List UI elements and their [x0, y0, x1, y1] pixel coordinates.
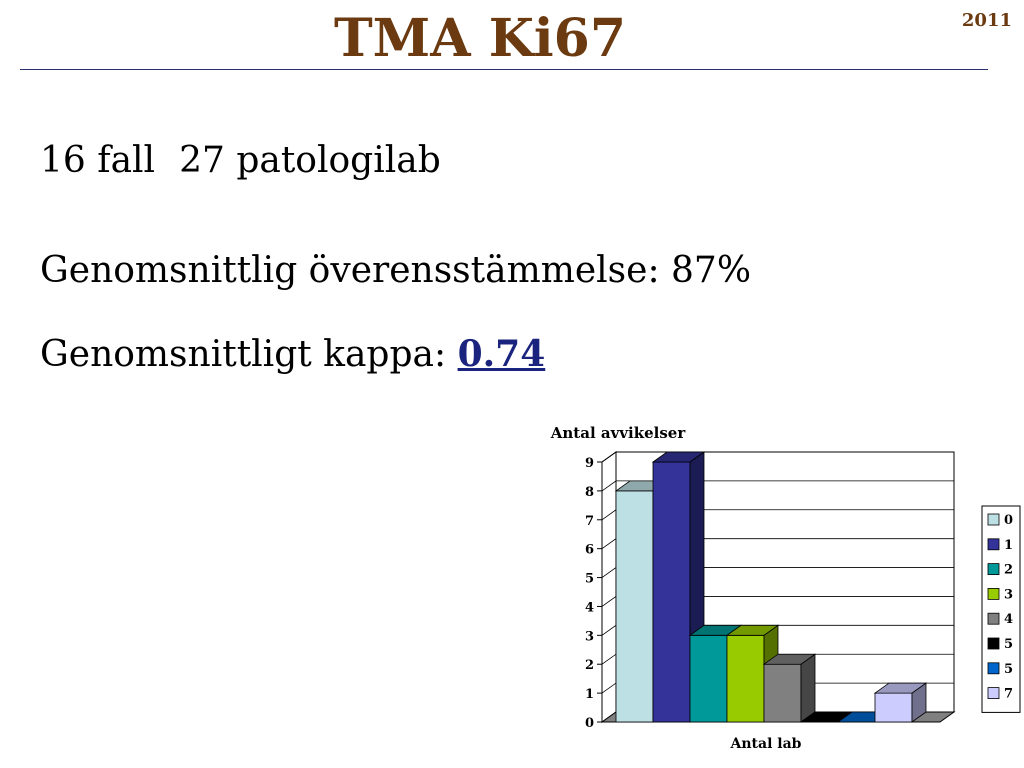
bar-group — [875, 683, 926, 722]
kappa-label: Genomsnittligt kappa: — [40, 334, 458, 375]
legend-label: 7 — [1004, 686, 1014, 702]
kappa-line — [40, 333, 545, 375]
y-tick-label: 0 — [584, 716, 594, 731]
y-tick-label: 2 — [584, 658, 594, 674]
x-axis-label: Antal lab — [730, 736, 802, 752]
legend-swatch — [988, 564, 999, 575]
legend-label: 2 — [1004, 562, 1014, 578]
legend-label: 0 — [1004, 513, 1014, 528]
legend-swatch — [988, 638, 999, 649]
title-divider — [20, 69, 988, 70]
legend-label: 3 — [1004, 587, 1014, 603]
legend-swatch — [988, 613, 999, 624]
labs-count: 27 patologilab — [179, 140, 441, 181]
summary-line — [40, 140, 441, 181]
bar — [875, 693, 912, 722]
bar — [616, 491, 653, 722]
cases-count: 16 fall — [40, 140, 156, 181]
bar — [653, 462, 690, 722]
bar-group — [764, 654, 815, 722]
agreement-line: Genomsnittlig överensstämmelse: 87% — [40, 250, 752, 291]
kappa-value: 0.74 — [457, 333, 546, 375]
legend-label: 5 — [1004, 637, 1014, 652]
chart-title: Antal avvikelser — [550, 424, 686, 442]
y-tick-label: 3 — [584, 629, 594, 645]
legend-swatch — [988, 514, 999, 525]
legend-box — [982, 506, 1020, 712]
bar — [690, 635, 727, 722]
legend-swatch — [988, 663, 999, 674]
y-tick-label: 1 — [584, 687, 594, 703]
legend-swatch — [988, 539, 999, 550]
deviation-bar-chart — [520, 418, 1024, 758]
bar-side — [801, 654, 815, 722]
y-tick-label: 6 — [584, 542, 594, 558]
chart-side-wall — [602, 452, 616, 722]
legend-label: 4 — [1004, 612, 1014, 628]
page-title: TMA Ki67 — [333, 8, 627, 69]
y-tick-label: 5 — [584, 571, 594, 587]
legend-swatch — [988, 688, 999, 699]
y-tick-label: 4 — [584, 600, 594, 616]
legend-swatch — [988, 588, 999, 599]
year-label: 2011 — [961, 10, 1012, 31]
y-tick-label: 8 — [584, 484, 594, 500]
y-tick-label: 9 — [584, 456, 594, 471]
legend-label: 1 — [1004, 537, 1014, 553]
bar — [764, 664, 801, 722]
y-tick-label: 7 — [584, 513, 594, 529]
legend-label: 5 — [1004, 661, 1014, 677]
bar — [727, 635, 764, 722]
